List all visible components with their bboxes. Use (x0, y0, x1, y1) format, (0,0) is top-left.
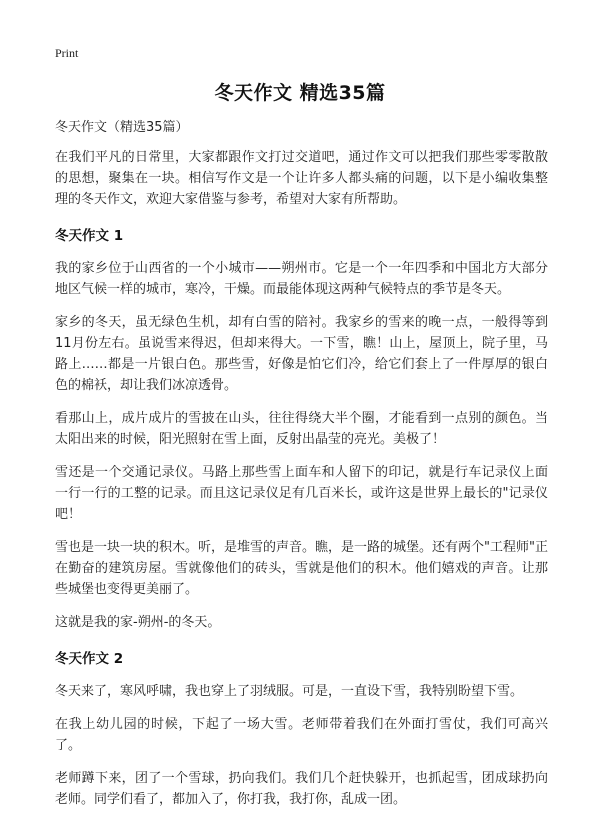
page-title: 冬天作文 精选35篇 (214, 82, 386, 104)
intro-paragraph: 在我们平凡的日常里，大家都跟作文打过交道吧，通过作文可以把我们那些零零散散的思想，聚集在一块。相信写作文是一个让许多人都头痛的问题，以下是小编收集整理的冬天作文，欢迎大家借鉴与参考，希望对大家有所帮助。 (55, 150, 548, 207)
section-1-paragraph-6: 这就是我的家-朔州-的冬天。 (55, 615, 221, 630)
section-1-paragraph-5: 雪也是一块一块的积木。听，是堆雪的声音。瞧，是一路的城堡。还有两个"工程师"正在勤奋的建筑房屋。雪就像他们的砖头，雪就是他们的积木。他们嬉戏的声音。让那些城堡也变得更美丽了。 (55, 540, 548, 597)
section-1-paragraph-2: 家乡的冬天，虽无绿色生机，却有白雪的陪衬。我家乡的雪来的晚一点，一般得等到11月份左右。虽说雪来得迟，但却来得大。一下雪，瞧！山上，屋顶上，院子里，马路上……都是一片银白色。那些雪，好像是怕它们冷，给它们套上了一件厚厚的银白色的棉袄，却让我们冰凉透骨。 (55, 315, 548, 393)
article-subtitle: 冬天作文（精选35篇） (55, 120, 189, 135)
section-2-paragraph-1: 冬天来了，寒风呼啸，我也穿上了羽绒服。可是，一直设下雪，我特别盼望下雪。 (55, 684, 524, 699)
section-2-paragraph-3: 老师蹲下来，团了一个雪球，扔向我们。我们几个赶快躲开，也抓起雪，团成球扔向老师。同学们看了，都加入了，你打我，我打你，乱成一团。 (55, 771, 548, 807)
section-2-paragraph-2: 在我上幼儿园的时候，下起了一场大雪。老师带着我们在外面打雪仗，我们可高兴了。 (55, 717, 548, 753)
section-heading-1: 冬天作文 1 (55, 228, 124, 244)
section-1-paragraph-4: 雪还是一个交通记录仪。马路上那些雪上面车和人留下的印记，就是行车记录仪上面一行一行的工整的记录。而且这记录仪足有几百米长，或许这是世界上最长的"记录仪吧！ (55, 465, 548, 522)
section-1-paragraph-1: 我的家乡位于山西省的一个小城市——朔州市。它是一个一年四季和中国北方大部分地区气候一样的城市，寒冷，干燥。而最能体现这两种气候特点的季节是冬天。 (55, 261, 548, 297)
section-heading-2: 冬天作文 2 (55, 651, 124, 667)
print-label: Print (55, 46, 79, 60)
article-body (55, 118, 548, 822)
section-1-paragraph-3: 看那山上，成片成片的雪披在山头，往往得绕大半个圈，才能看到一点别的颜色。当太阳出来的时候，阳光照射在雪上面，反射出晶莹的亮光。美极了！ (55, 411, 548, 447)
